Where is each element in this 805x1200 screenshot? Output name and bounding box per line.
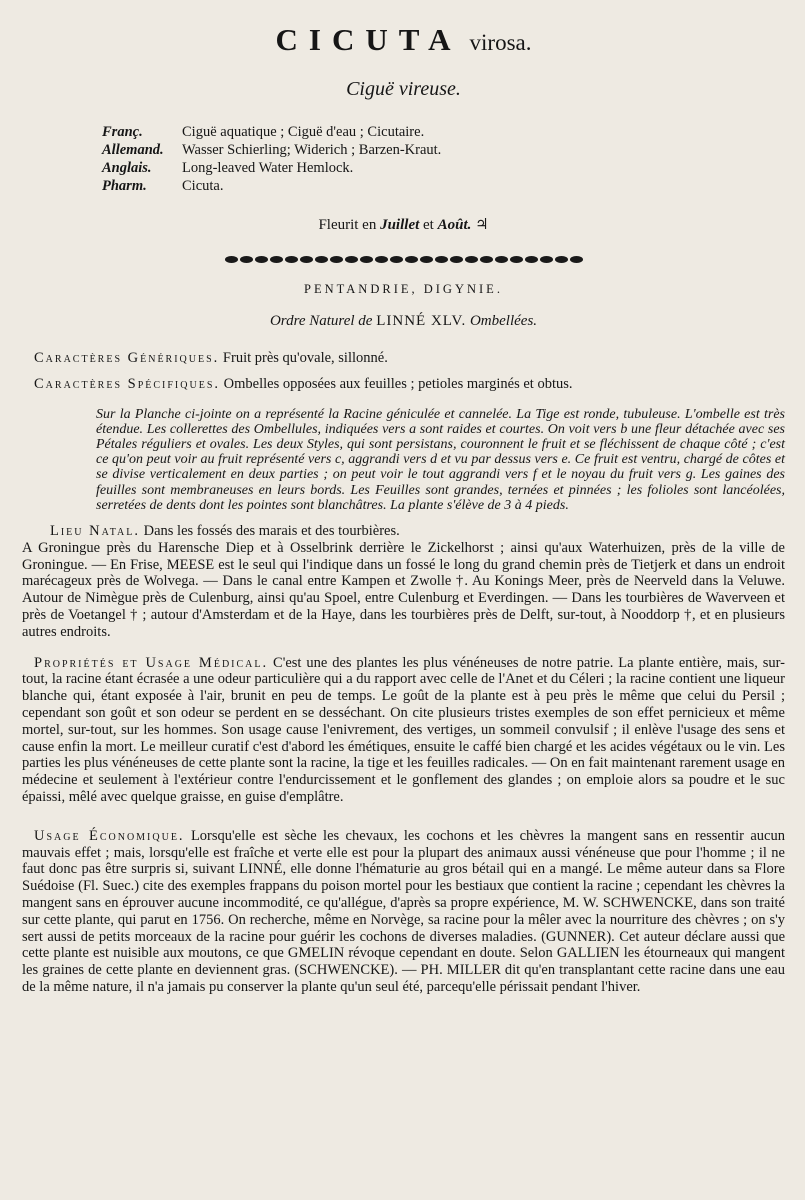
ordre-family: Ombellées.	[469, 313, 538, 329]
section-intro: Dans les fossés des marais et des tourbières.	[143, 523, 400, 540]
section-label: Caractères Génériques.	[34, 350, 220, 366]
section-label: Usage Économique.	[34, 827, 185, 844]
name-lang: Pharm.	[102, 178, 147, 194]
section-text: A Groningue près du Harensche Diep et à Osselbrink derrière le Zickelhorst ; ainsi qu'aux Waterhuizen, près de la ville de Groningue. — En Frise, MEESE est le seul qui l'indique dans un fossé le long du grand chemin près de Tietjerk et dans un endroit marécageux près de Wolvega. — Dans le canal entre Kampen et Zwolle †. Au Konings Meer, près de Neerveld dans la Veluwe. Autour de Nimègue près de Culenburg, ainsi qu'au Spoel, entre Culenburg et Everdingen. — Dans les tourbières de Waverveen et près de Voetangel † ; autour d'Amsterdam et de la Haye, dans les tourbières près de Delft, sur-tout, à Nooddorp †, et en plusieurs autres endroits.	[22, 539, 785, 640]
flowering-text: et	[423, 217, 434, 233]
title-species: virosa.	[469, 30, 532, 55]
classification: PENTANDRIE, DIGYNIE.	[304, 282, 503, 296]
name-row	[102, 123, 785, 141]
ordre-author: LINNÉ XLV.	[376, 313, 467, 329]
section-label: Propriétés et Usage Médical.	[34, 654, 269, 671]
generic-characters	[22, 350, 785, 367]
plate-description: Sur la Planche ci-jointe on a représenté la Racine géniculée et cannelée. La Tige est ronde, tubuleuse. L'ombelle est très étendue. Les collerettes des Ombellules, indiquées vers a sont raides et courtes. On voit vers b une fleur détachée avec ses Pétales réguliers et ovales. Les deux Styles, qui sont persistans, couronnent le fruit et se fléchissent de chaque côté ; c'est ce qu'on peut voir au fruit représenté vers c, aggrandi vers d et vu par dessus vers e. Ce fruit est ventru, chargé de côtes et se divise verticalement en deux parties ; on peut voir le tout aggrandi vers f et le noyau du fruit vers g. Les gaines des feuilles sont membraneuses en leurs bords. Les Feuilles sont grandes, ternées et pinnées ; les folioles sont lancéolées, serretées de dents dont les pointes sont blanchâtres. La plante s'élève de 3 à 4 pieds.	[96, 406, 785, 513]
page-title	[22, 22, 785, 58]
name-text: Cicuta.	[182, 178, 224, 194]
section-text: Ombelles opposées aux feuilles ; petioles marginés et obtus.	[223, 375, 573, 392]
french-name: Ciguë vireuse.	[346, 78, 461, 100]
specific-characters	[22, 376, 785, 393]
flowering-text: Fleurit en	[318, 217, 377, 233]
section-text: C'est une des plantes les plus vénéneuses de notre patrie. La plante entière, mais, sur-tout, la racine étant écrasée a une odeur particulière qui a du rapport avec celle de l'Anet et du Céleri ; la racine contient une liqueur blanche qui, étant exposée à l'air, brunit en peu de temps. Le goût de la plante est à peu près le même que celui du Persil ; cependant son goût et son odeur se perdent en se desséchant. On cite plusieurs tristes exemples de son effet pernicieux et même mortel, sur-tout, sur les hommes. Son usage cause l'enivrement, des vertiges, un sommeil convulsif ; il enlève l'usage des sens et cause enfin la mort. Le meilleur curatif c'est d'abord les émétiques, ensuite le caffé bien chargé et les acides végétaux ou le vin. Les parties les plus vénéneuses de cette plante sont la racine, la tige et les feuilles radicales. — On en fait maintenant rarement usage en médecine et seulement à l'extérieur contre l'endurcissement et le gonflement des glandes ; on emploie alors sa poudre et le suc épaissi, mêlé avec quelque graisse, en guise d'emplâtre.	[22, 654, 786, 805]
title-genus: CICUTA	[275, 22, 462, 57]
name-row	[102, 159, 785, 177]
name-text: Wasser Schierling; Widerich ; Barzen-Kraut.	[182, 142, 442, 158]
name-lang: Franç.	[102, 124, 143, 140]
vernacular-names	[102, 123, 785, 195]
name-lang: Allemand.	[102, 142, 164, 158]
name-text: Ciguë aquatique ; Ciguë d'eau ; Cicutaire.	[182, 124, 425, 140]
name-row	[102, 141, 785, 159]
flowering-line	[22, 215, 785, 234]
flowering-month: Août.	[437, 217, 472, 233]
perennial-symbol: ♃	[475, 217, 489, 233]
flowering-month: Juillet	[380, 217, 420, 233]
ornamental-divider	[22, 250, 785, 260]
name-text: Long-leaved Water Hemlock.	[182, 160, 354, 176]
section-label: Caractères Spécifiques.	[34, 375, 221, 392]
habitat-section	[22, 523, 785, 641]
section-label: Lieu Natal.	[50, 523, 140, 540]
ordre-text: Ordre Naturel de	[269, 313, 373, 329]
section-text: Lorsqu'elle est sèche les chevaux, les cochons et les chèvres la mangent sans en ressentir aucun mauvais effet ; mais, lorsqu'elle est fraîche et verte elle est pour la plupart des animaux aussi vénéneuse que pour l'homme ; il ne faut donc pas être surpris si, suivant LINNÉ, elle donne l'hématurie au gros bétail qui en a mangé. Le même auteur dans sa Flore Suédoise (Fl. Suec.) cite des exemples frappans du poison mortel pour les bestiaux que contient la racine ; cependant les chèvres la mangent sans en éprouver aucune incommodité, ce qu'allégue, d'après sa propre expérience, M. W. SCHWENCKE, dans son traité sur cette plante, qui parut en 1756. On recherche, même en Norvège, sa racine pour la mêler avec la nourriture des chèvres ; on s'y sert aussi de petits morceaux de la racine pour guérir les cochons de diverses maladies. (GUNNER). Cet auteur déclare aussi que cette plante est nuisible aux moutons, ce que GMELIN révoque cependant en doute. Selon GALLIEN les étourneaux qui mangent les graines de cette plante en deviennent gras. (SCHWENCKE). — PH. MILLER dit qu'en transplantant cette racine dans une eau de la même nature, il n'a jamais pu conserver la plante qu'un seul été, parcequ'elle périssait pendant l'hiver.	[22, 827, 785, 995]
natural-order	[22, 313, 785, 330]
medical-properties-section	[22, 655, 785, 806]
name-row	[102, 177, 785, 195]
section-text: Fruit près qu'ovale, sillonné.	[222, 350, 388, 366]
name-lang: Anglais.	[102, 160, 152, 176]
economic-usage-section	[22, 828, 785, 996]
